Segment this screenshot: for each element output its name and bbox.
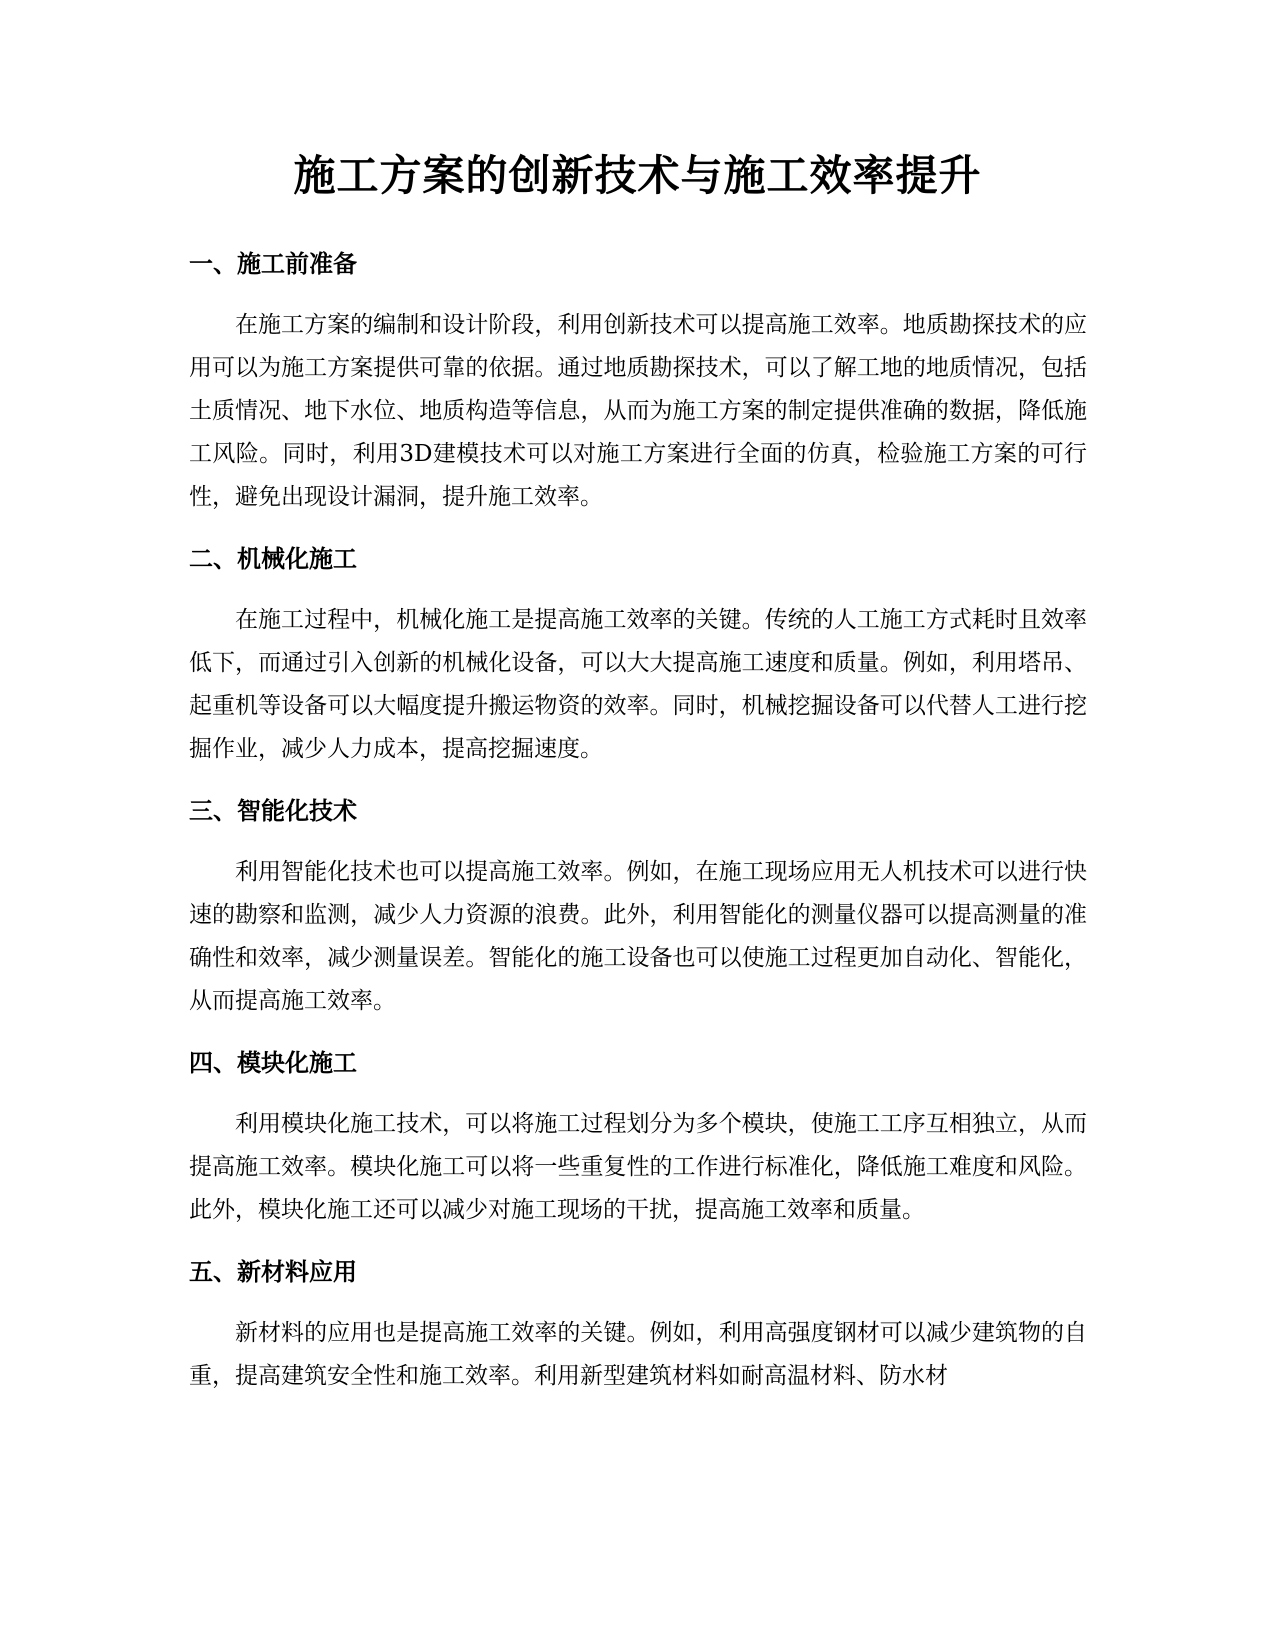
section-preparation bbox=[189, 248, 1087, 519]
section-heading: 四、模块化施工 bbox=[189, 1049, 357, 1077]
section-paragraph: 在施工过程中，机械化施工是提高施工效率的关键。传统的人工施工方式耗时且效率低下，而通过引入创新的机械化设备，可以大大提高施工速度和质量。例如，利用塔吊、起重机等设备可以大幅度提升搬运物资的效率。同时，机械挖掘设备可以代替人工进行挖掘作业，减少人力成本，提高挖掘速度。 bbox=[189, 607, 1087, 762]
section-heading: 一、施工前准备 bbox=[189, 250, 357, 278]
section-heading: 二、机械化施工 bbox=[189, 545, 357, 573]
section-heading: 三、智能化技术 bbox=[189, 797, 357, 825]
section-modular-construction bbox=[189, 1047, 1087, 1232]
section-paragraph: 新材料的应用也是提高施工效率的关键。例如，利用高强度钢材可以减少建筑物的自重，提高建筑安全性和施工效率。利用新型建筑材料如耐高温材料、防水材 bbox=[189, 1320, 1087, 1389]
section-paragraph: 利用模块化施工技术，可以将施工过程划分为多个模块，使施工工序互相独立，从而提高施工效率。模块化施工可以将一些重复性的工作进行标准化，降低施工难度和风险。此外，模块化施工还可以减少对施工现场的干扰，提高施工效率和质量。 bbox=[189, 1111, 1087, 1223]
document-content bbox=[189, 248, 1087, 1422]
document-title: 施工方案的创新技术与施工效率提升 bbox=[293, 151, 982, 200]
section-intelligent-technology bbox=[189, 795, 1087, 1023]
section-paragraph: 利用智能化技术也可以提高施工效率。例如，在施工现场应用无人机技术可以进行快速的勘察和监测，减少人力资源的浪费。此外，利用智能化的测量仪器可以提高测量的准确性和效率，减少测量误差。智能化的施工设备也可以使施工过程更加自动化、智能化，从而提高施工效率。 bbox=[189, 859, 1087, 1014]
section-heading: 五、新材料应用 bbox=[189, 1258, 357, 1286]
section-paragraph: 在施工方案的编制和设计阶段，利用创新技术可以提高施工效率。地质勘探技术的应用可以为施工方案提供可靠的依据。通过地质勘探技术，可以了解工地的地质情况，包括土质情况、地下水位、地质构造等信息，从而为施工方案的制定提供准确的数据，降低施工风险。同时，利用3D建模技术可以对施工方案进行全面的仿真，检验施工方案的可行性，避免出现设计漏洞，提升施工效率。 bbox=[189, 312, 1087, 510]
section-new-materials bbox=[189, 1256, 1087, 1398]
section-mechanized-construction bbox=[189, 543, 1087, 771]
